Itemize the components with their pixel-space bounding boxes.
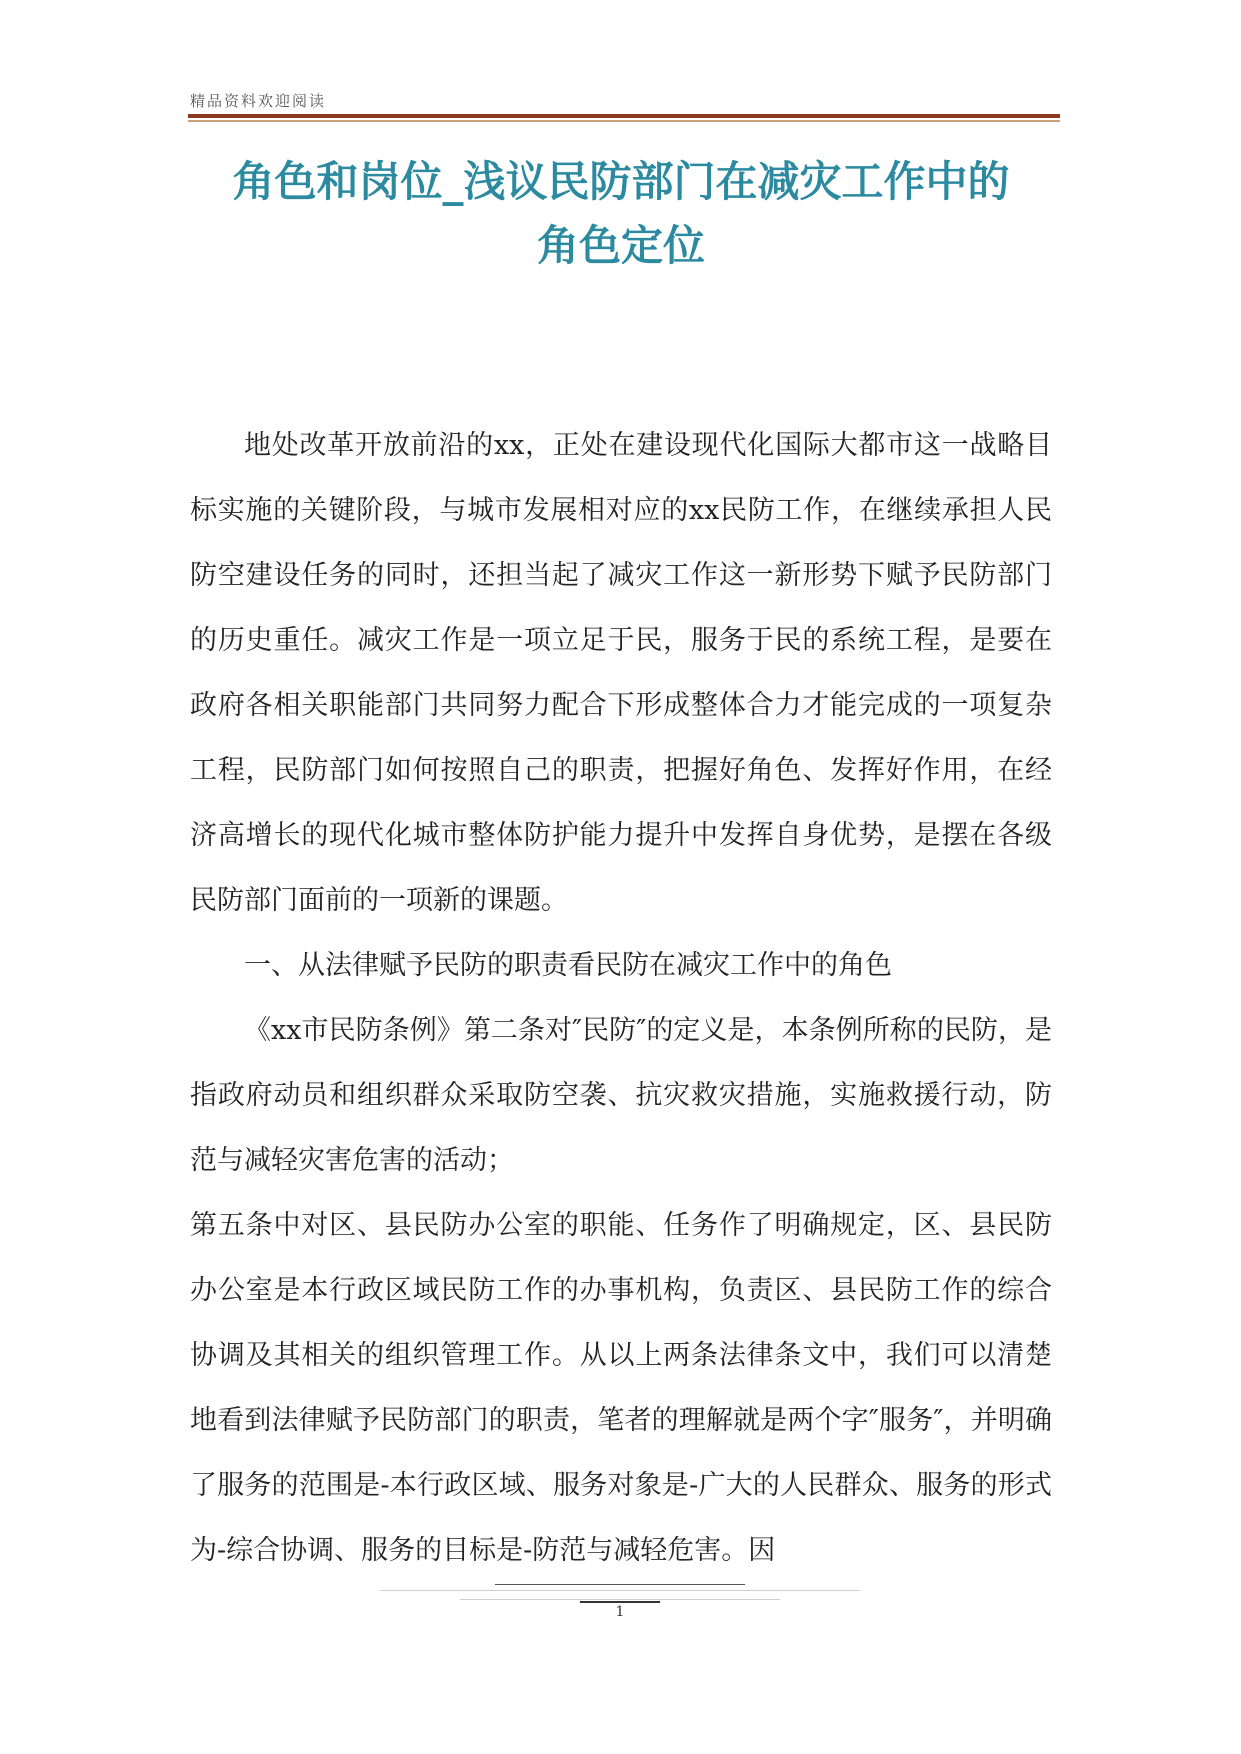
footer-rule-lower — [460, 1599, 780, 1600]
header-rule-accent — [188, 120, 1060, 122]
title-line-1: 角色和岗位_浅议民防部门在减灾工作中的 — [232, 157, 1010, 206]
footer-rule-short — [580, 1601, 660, 1603]
footer-rule — [380, 1590, 860, 1591]
title-line-2: 角色定位 — [536, 221, 705, 270]
body-paragraph-intro: 地处改革开放前沿的xx，正处在建设现代化国际大都市这一战略目标实施的关键阶段，与城市发展相对应的xx民防工作，在继续承担人民防空建设任务的同时，还担当起了减灾工作这一新形势下赋予民防部门的历史重任。减灾工作是一项立足于民，服务于民的系统工程，是要在政府各相关职能部门共同努力配合下形成整体合力才能完成的一项复杂工程，民防部门如何按照自己的职责，把握好角色、发挥好作用，在经济高增长的现代化城市整体防护能力提升中发挥自身优势，是摆在各级民防部门面前的一项新的课题。 — [190, 430, 1052, 916]
page-header-text: 精品资料欢迎阅读 — [190, 92, 327, 110]
document-title — [190, 150, 1052, 278]
page-number: 1 — [615, 1604, 625, 1620]
document-body — [190, 413, 1052, 1583]
body-paragraph-definition: 《xx市民防条例》第二条对″民防″的定义是，本条例所称的民防，是指政府动员和组织群众采取防空袭、抗灾救灾措施，实施救援行动，防范与减轻灾害危害的活动； — [190, 1015, 1052, 1176]
body-paragraph-article-five: 第五条中对区、县民防办公室的职能、任务作了明确规定，区、县民防办公室是本行政区域民防工作的办事机构，负责区、县民防工作的综合协调及其相关的组织管理工作。从以上两条法律条文中，我们可以清楚地看到法律赋予民防部门的职责，笔者的理解就是两个字″服务″，并明确了服务的范围是-本行政区域、服务对象是-广大的人民群众、服务的形式为-综合协调、服务的目标是-防范与减轻危害。因 — [190, 1210, 1052, 1566]
section-heading: 一、从法律赋予民防的职责看民防在减灾工作中的角色 — [244, 950, 892, 981]
footer-rule-top — [495, 1584, 745, 1585]
header-rule — [188, 114, 1060, 118]
